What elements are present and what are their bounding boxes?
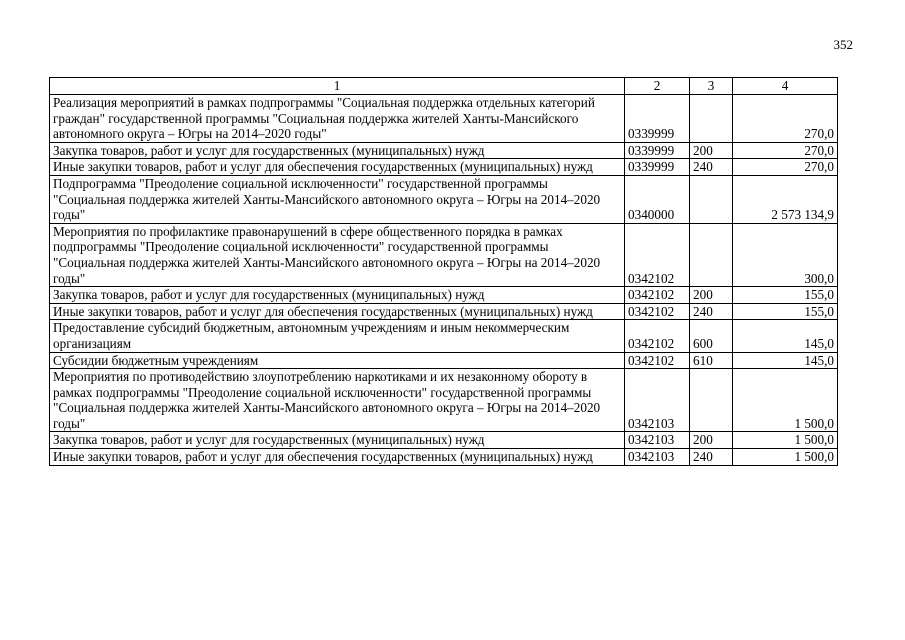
row-type: 200 <box>690 432 733 449</box>
row-type: 200 <box>690 142 733 159</box>
column-header: 4 <box>733 78 838 95</box>
row-amount: 145,0 <box>733 352 838 369</box>
row-name: Закупка товаров, работ и услуг для государственных (муниципальных) нужд <box>50 432 625 449</box>
row-name: Реализация мероприятий в рамках подпрограммы "Социальная поддержка отдельных категорий граждан" государственной программы "Социальная поддержка жителей Ханты-Мансийского автономного округа – Югры на 2014–2020 годы" <box>50 95 625 143</box>
row-type <box>690 223 733 286</box>
row-type: 610 <box>690 352 733 369</box>
table-row <box>50 95 838 143</box>
row-name: Закупка товаров, работ и услуг для государственных (муниципальных) нужд <box>50 142 625 159</box>
row-type: 240 <box>690 303 733 320</box>
table-row <box>50 159 838 176</box>
row-code: 0339999 <box>625 95 690 143</box>
row-code: 0342102 <box>625 287 690 304</box>
row-amount: 145,0 <box>733 320 838 352</box>
row-name: Иные закупки товаров, работ и услуг для обеспечения государственных (муниципальных) нужд <box>50 303 625 320</box>
row-code: 0339999 <box>625 159 690 176</box>
row-type <box>690 95 733 143</box>
row-name: Предоставление субсидий бюджетным, автономным учреждениям и иным некоммерческим организациям <box>50 320 625 352</box>
row-type <box>690 175 733 223</box>
row-code: 0342102 <box>625 320 690 352</box>
table-header-row <box>50 78 838 95</box>
table-row <box>50 142 838 159</box>
row-type: 200 <box>690 287 733 304</box>
column-header: 1 <box>50 78 625 95</box>
page-number: 352 <box>833 37 853 52</box>
row-amount: 1 500,0 <box>733 449 838 466</box>
row-type: 240 <box>690 449 733 466</box>
table-row <box>50 369 838 432</box>
row-code: 0342102 <box>625 352 690 369</box>
table-row <box>50 449 838 466</box>
column-header: 2 <box>625 78 690 95</box>
row-amount: 1 500,0 <box>733 432 838 449</box>
row-name: Закупка товаров, работ и услуг для государственных (муниципальных) нужд <box>50 287 625 304</box>
row-amount: 270,0 <box>733 142 838 159</box>
table-row <box>50 352 838 369</box>
row-amount: 270,0 <box>733 159 838 176</box>
row-amount: 300,0 <box>733 223 838 286</box>
table-row <box>50 175 838 223</box>
row-amount: 155,0 <box>733 287 838 304</box>
row-code: 0340000 <box>625 175 690 223</box>
row-code: 0342103 <box>625 449 690 466</box>
column-header: 3 <box>690 78 733 95</box>
row-code: 0342102 <box>625 223 690 286</box>
table-row <box>50 303 838 320</box>
row-type <box>690 369 733 432</box>
row-code: 0339999 <box>625 142 690 159</box>
row-code: 0342103 <box>625 432 690 449</box>
table-row <box>50 223 838 286</box>
budget-table <box>49 77 838 466</box>
row-code: 0342103 <box>625 369 690 432</box>
table-row <box>50 432 838 449</box>
row-code: 0342102 <box>625 303 690 320</box>
row-name: Мероприятия по профилактике правонарушений в сфере общественного порядка в рамках подпрограммы "Преодоление социальной исключенности" государственной программы "Социальная поддержка жителей Ханты-Мансийского автономного округа – Югры на 2014–2020 годы" <box>50 223 625 286</box>
row-amount: 2 573 134,9 <box>733 175 838 223</box>
row-name: Мероприятия по противодействию злоупотреблению наркотиками и их незаконному обороту в рамках подпрограммы "Преодоление социальной исключенности" государственной программы "Социальная поддержка жителей Ханты-Мансийского автономного округа – Югры на 2014–2020 годы" <box>50 369 625 432</box>
row-name: Субсидии бюджетным учреждениям <box>50 352 625 369</box>
row-amount: 270,0 <box>733 95 838 143</box>
row-name: Иные закупки товаров, работ и услуг для обеспечения государственных (муниципальных) нужд <box>50 159 625 176</box>
row-type: 240 <box>690 159 733 176</box>
row-amount: 155,0 <box>733 303 838 320</box>
row-name: Иные закупки товаров, работ и услуг для обеспечения государственных (муниципальных) нужд <box>50 449 625 466</box>
table-row <box>50 287 838 304</box>
row-amount: 1 500,0 <box>733 369 838 432</box>
row-name: Подпрограмма "Преодоление социальной исключенности" государственной программы "Социальная поддержка жителей Ханты-Мансийского автономного округа – Югры на 2014–2020 годы" <box>50 175 625 223</box>
table-row <box>50 320 838 352</box>
row-type: 600 <box>690 320 733 352</box>
